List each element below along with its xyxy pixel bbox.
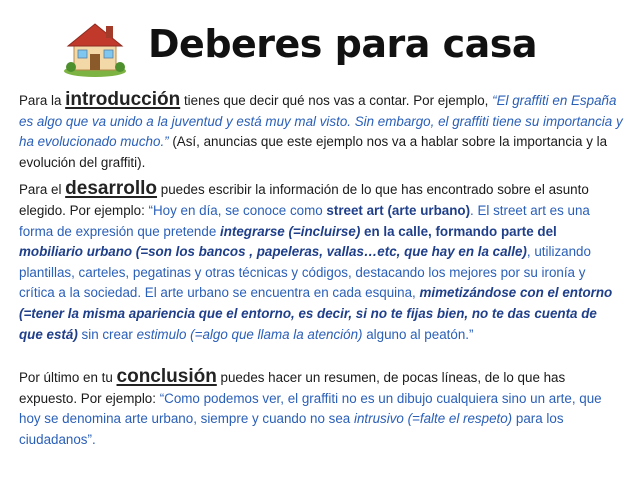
conclusion-example-2: para los ciudadanos”. — [19, 411, 564, 447]
development-example-5: sin crear — [77, 326, 137, 342]
development-term-street-art: street art (arte urbano) — [326, 202, 471, 218]
conclusion-paragraph — [19, 367, 623, 450]
development-term-mimetizandose: mimetizándose con el entorno (=tener la misma apariencia que el entorno, es decir, si no te fijas bien, no te das cuenta de que está) — [19, 285, 613, 342]
development-lead: Para el — [19, 182, 66, 198]
conclusion-example-1: “Como podemos ver, el graffiti no es un dibujo cualquiera sino un arte, que hoy se denomina arte urbano, siempre y cuando no sea — [19, 390, 602, 427]
intro-keyword: introducción — [65, 89, 181, 110]
intro-example: “El graffiti en España es algo que va unido a la juventud y está muy mal visto. Sin embargo, el graffiti tiene su importancia y ha evolucionado mucho.” — [19, 93, 623, 150]
development-instruction: puedes escribir la información de lo que has encontrado sobre el asunto elegido. Por ejemplo: — [19, 182, 589, 218]
house-icon — [62, 16, 128, 78]
main-content — [19, 90, 623, 451]
intro-paragraph — [19, 90, 623, 173]
conclusion-keyword: conclusión — [116, 366, 217, 388]
development-example-2: . El street art es una forma de expresión que pretende — [19, 202, 590, 239]
development-example-1: “Hoy en día, se conoce como — [148, 202, 327, 218]
intro-lead: Para la — [19, 93, 66, 108]
development-example-3: en la calle, formando parte del — [360, 223, 557, 239]
development-term-integrarse: integrarse (=incluirse) — [220, 223, 361, 239]
development-paragraph — [19, 179, 623, 345]
development-term-mobiliario: mobiliario urbano (=son los bancos , papeleras, vallas…etc, que hay en la calle) — [19, 244, 527, 260]
development-term-estimulo: estimulo (=algo que llama la atención) — [136, 326, 363, 342]
conclusion-term-intrusivo: intrusivo (=falte el respeto) — [353, 411, 513, 427]
development-example-6: alguno al peatón.” — [362, 326, 474, 342]
development-example-4: , utilizando plantillas, carteles, pegatinas y otras técnicas y códigos, destacando los mejores por su ironía y crítica a la sociedad. El arte urbano se encuentra en cada esquina, — [19, 244, 591, 301]
conclusion-lead: Por último en tu — [19, 370, 117, 386]
page-title: Deberes para casa — [148, 22, 538, 66]
conclusion-instruction: puedes hacer un resumen, de pocas líneas, de lo que has expuesto. Por ejemplo: — [19, 370, 566, 406]
intro-tail: (Así, anuncias que este ejemplo nos va a hablar sobre la importancia y la evolución del graffiti). — [19, 134, 608, 170]
intro-instruction: tienes que decir qué nos vas a contar. Por ejemplo, — [180, 93, 493, 108]
development-keyword: desarrollo — [65, 178, 158, 200]
